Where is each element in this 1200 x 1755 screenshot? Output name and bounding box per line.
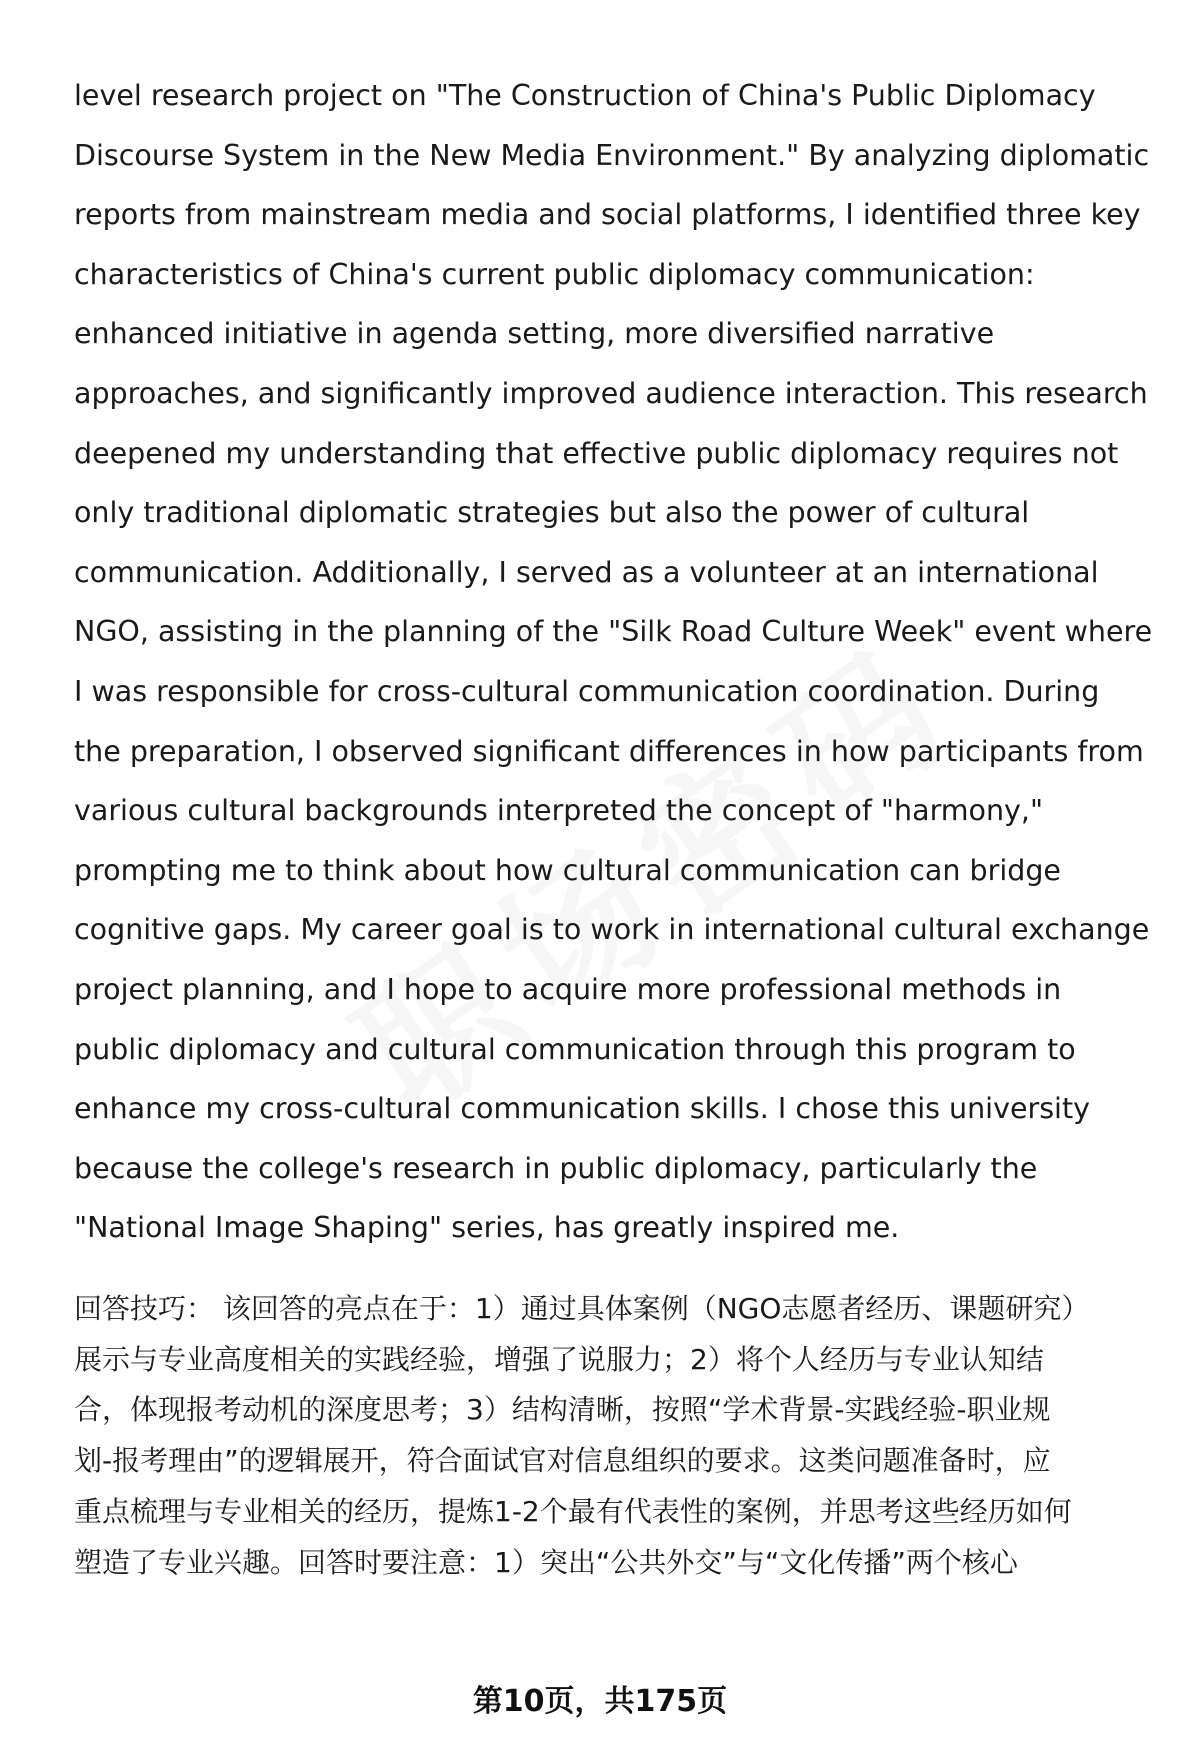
answer-line: because the college's research in public diplomacy, particularly the [74,1151,1038,1185]
answer-line: level research project on "The Construction of China's Public Diplomacy [74,79,1096,112]
answer-line: the preparation, I observed significant differences in how participants from [74,734,1144,768]
answer-line: prompting me to think about how cultural communication can bridge [74,853,1061,887]
answer-line: deepened my understanding that effective public diplomacy requires not [74,436,1119,470]
answer-line: cognitive gaps. My career goal is to work in international cultural exchange [74,913,1150,947]
tip-line: 展示与专业高度相关的实践经验，增强了说服力；2）将个人经历与专业认知结 [74,1342,1044,1376]
tip-line: 回答技巧： 该回答的亮点在于：1）通过具体案例（NGO志愿者经历、课题研究） [74,1291,1090,1325]
tip-line: 重点梳理与专业相关的经历，提炼1-2个最有代表性的案例，并思考这些经历如何 [74,1495,1072,1529]
answer-line: reports from mainstream media and social platforms, I identified three key [74,198,1141,232]
answer-line: project planning, and I hope to acquire more professional methods in [74,972,1062,1006]
answer-line: approaches, and significantly improved audience interaction. This research [74,376,1148,410]
page-number: 第10页，共175页 [472,1684,728,1719]
answer-line: enhance my cross-cultural communication skills. I chose this university [74,1092,1091,1126]
answer-line: only traditional diplomatic strategies but also the power of cultural [74,496,1030,530]
answer-line: enhanced initiative in agenda setting, more diversified narrative [74,317,995,351]
tip-line: 划-报考理由”的逻辑展开，符合面试官对信息组织的要求。这类问题准备时，应 [74,1444,1051,1478]
document-page [74,66,1164,1589]
answer-paragraph [74,66,1164,1258]
answer-line: I was responsible for cross-cultural communication coordination. During [74,674,1100,708]
answer-line: NGO, assisting in the planning of the "Silk Road Culture Week" event where [74,615,1153,649]
answer-line: public diplomacy and cultural communication through this program to [74,1032,1076,1066]
answer-line: "National Image Shaping" series, has greatly inspired me. [74,1211,900,1245]
answer-line: Discourse System in the New Media Environment." By analyzing diplomatic [74,138,1150,172]
answer-line: characteristics of China's current public diplomacy communication: [74,257,1035,291]
answer-line: communication. Additionally, I served as a volunteer at an international [74,555,1099,589]
answer-line: various cultural backgrounds interpreted the concept of "harmony," [74,794,1044,828]
answer-tips-paragraph [74,1284,1164,1589]
tip-line: 塑造了专业兴趣。回答时要注意：1）突出“公共外交”与“文化传播”两个核心 [74,1545,1018,1579]
tip-line: 合，体现报考动机的深度思考；3）结构清晰，按照“学术背景-实践经验-职业规 [74,1393,1051,1427]
